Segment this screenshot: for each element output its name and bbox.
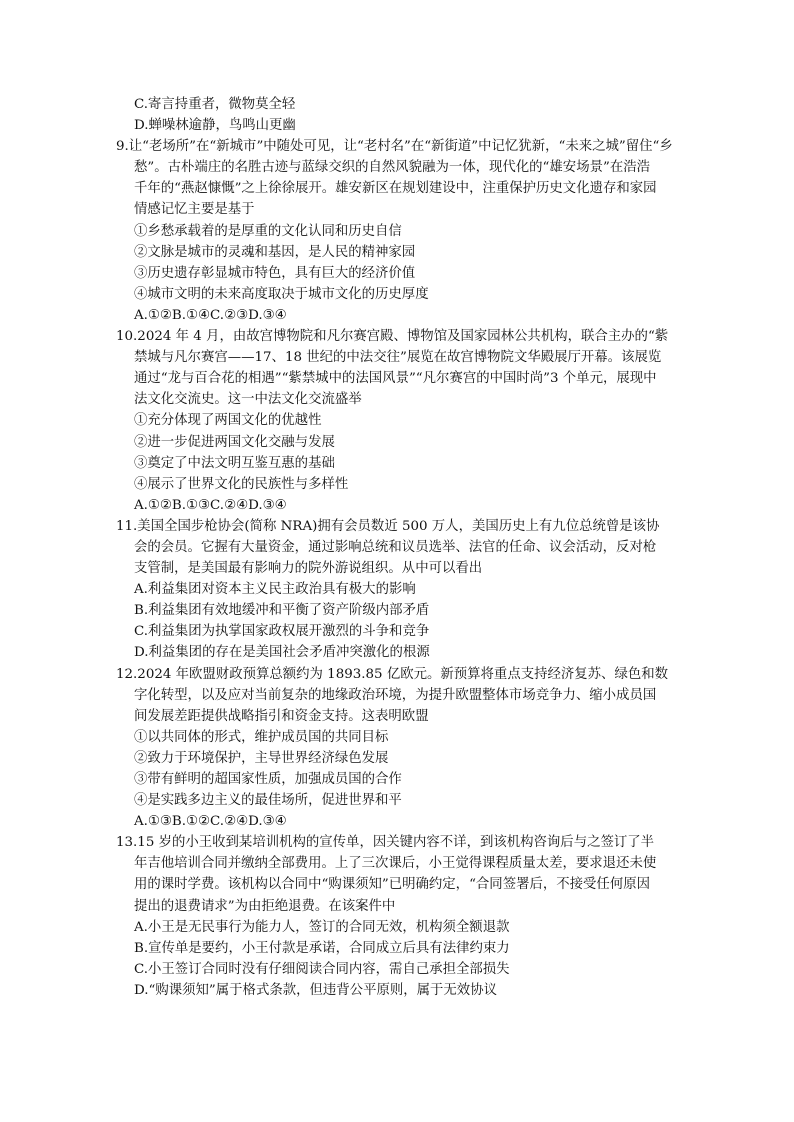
- answer-choices: A.①②B.①④C.②③D.③④: [134, 307, 287, 323]
- question-stem-line: 12.2024 年欧盟财政预算总额约为 1893.85 亿欧元。新预算将重点支持经济复苏、绿色和数: [116, 666, 669, 682]
- question-9: [116, 136, 676, 326]
- question-option: A.利益集团对资本主义民主政治具有极大的影响: [134, 582, 416, 598]
- question-stem-line: 间发展差距提供战略指引和资金支持。这表明欧盟: [134, 708, 429, 724]
- question-option: ②进一步促进两国文化交融与发展: [134, 434, 335, 450]
- question-stem-line: 13.15 岁的小王收到某培训机构的宣传单，因关键内容不详，到该机构咨询后与之签订了半: [116, 835, 655, 851]
- question-option: ④展示了世界文化的民族性与多样性: [134, 476, 349, 492]
- question-option: C.利益集团为执掌国家政权展开激烈的斗争和竞争: [134, 624, 430, 640]
- question-10: [116, 326, 676, 516]
- question-option: D.利益集团的存在是美国社会矛盾冲突激化的根源: [134, 645, 430, 661]
- question-stem-line: 字化转型，以及应对当前复杂的地缘政治环境，为提升欧盟整体市场竞争力、缩小成员国: [134, 687, 657, 703]
- question-option: ④是实践多边主义的最佳场所，促进世界和平: [134, 793, 402, 809]
- question-option: ②文脉是城市的灵魂和基因，是人民的精神家园: [134, 244, 416, 260]
- question-stem-line: 支管制，是美国最有影响力的院外游说组织。从中可以看出: [134, 561, 483, 577]
- question-stem-line: 用的课时学费。该机构以合同中“购课须知”已明确约定，“合同签署后，不接受任何原因: [134, 877, 650, 893]
- answer-choices: A.①②B.①③C.②④D.③④: [134, 497, 287, 513]
- question-option: ①充分体现了两国文化的优越性: [134, 413, 322, 429]
- question-stem-line: 9.让“老场所”在“新城市”中随处可见，让“老村名”在“新街道”中记忆犹新，“未来之城”留住“乡: [116, 139, 673, 155]
- question-stem-line: 愁”。古朴端庄的名胜古迹与蓝绿交织的自然风貌融为一体，现代化的“雄安场景”在浩浩: [134, 160, 650, 176]
- question-stem-line: 提出的退费请求”为由拒绝退费。在该案件中: [134, 898, 396, 914]
- document-page: [116, 94, 676, 1001]
- question-stem-line: 禁城与凡尔赛宫——17、18 世纪的中法交往”展览在故宫博物院文华殿展厅开幕。该展览: [134, 350, 662, 366]
- question-12: [116, 664, 676, 833]
- question-option: D.“购课须知”属于格式条款，但违背公平原则，属于无效协议: [134, 982, 497, 998]
- question-option: B.利益集团有效地缓冲和平衡了资产阶级内部矛盾: [134, 603, 430, 619]
- question-stem-line: 11.美国全国步枪协会(简称 NRA)拥有会员数近 500 万人，美国历史上有九位总统曾是该协: [116, 518, 660, 534]
- question-13: [116, 832, 676, 1001]
- question-option: ③带有鲜明的超国家性质，加强成员国的合作: [134, 772, 402, 787]
- question-option: ②致力于环境保护，主导世界经济绿色发展: [134, 750, 389, 766]
- question-stem-line: 情感记忆主要是基于: [134, 202, 255, 218]
- question-option: ①以共同体的形式，维护成员国的共同目标: [134, 729, 389, 745]
- question-stem-line: 会的会员。它握有大量资金，通过影响总统和议员选举、法官的任命、议会活动，反对枪: [134, 539, 657, 555]
- question-stem-line: 10.2024 年 4 月，由故宫博物院和凡尔赛宫殿、博物馆及国家园林公共机构，联合主办的“紫: [116, 329, 669, 345]
- question-stem-line: 通过“龙与百合花的相遇”“紫禁城中的法国风景”“凡尔赛宫的中国时尚”3 个单元，展现中: [134, 371, 657, 387]
- question-11: [116, 516, 676, 664]
- prev-option-c: C.寄言持重者，微物莫全轻: [134, 97, 296, 112]
- prev-option-d: D.蝉噪林逾静，鸟鸣山更幽: [134, 118, 296, 134]
- answer-choices: A.①③B.①②C.②④D.③④: [134, 814, 287, 830]
- question-option: ③奠定了中法文明互鉴互惠的基础: [134, 455, 335, 471]
- question-stem-line: 法文化交流史。这一中法文化交流盛举: [134, 392, 362, 408]
- question-stem-line: 千年的“燕赵慷慨”之上徐徐展开。雄安新区在规划建设中，注重保护历史文化遗存和家园: [134, 181, 657, 197]
- question-option: A.小王是无民事行为能力人，签订的合同无效，机构须全额退款: [134, 919, 510, 935]
- question-option: ④城市文明的未来高度取决于城市文化的历史厚度: [134, 286, 429, 302]
- question-stem-line: 年吉他培训合同并缴纳全部费用。上了三次课后，小王觉得课程质量太差，要求退还未使: [134, 856, 657, 872]
- question-option: C.小王签订合同时没有仔细阅读合同内容，需自己承担全部损失: [134, 961, 510, 977]
- question-option: B.宣传单是要约，小王付款是承诺，合同成立后具有法律约束力: [134, 940, 510, 956]
- question-option: ①乡愁承载着的是厚重的文化认同和历史自信: [134, 223, 402, 239]
- question-option: ③历史遗存彰显城市特色，具有巨大的经济价值: [134, 265, 416, 281]
